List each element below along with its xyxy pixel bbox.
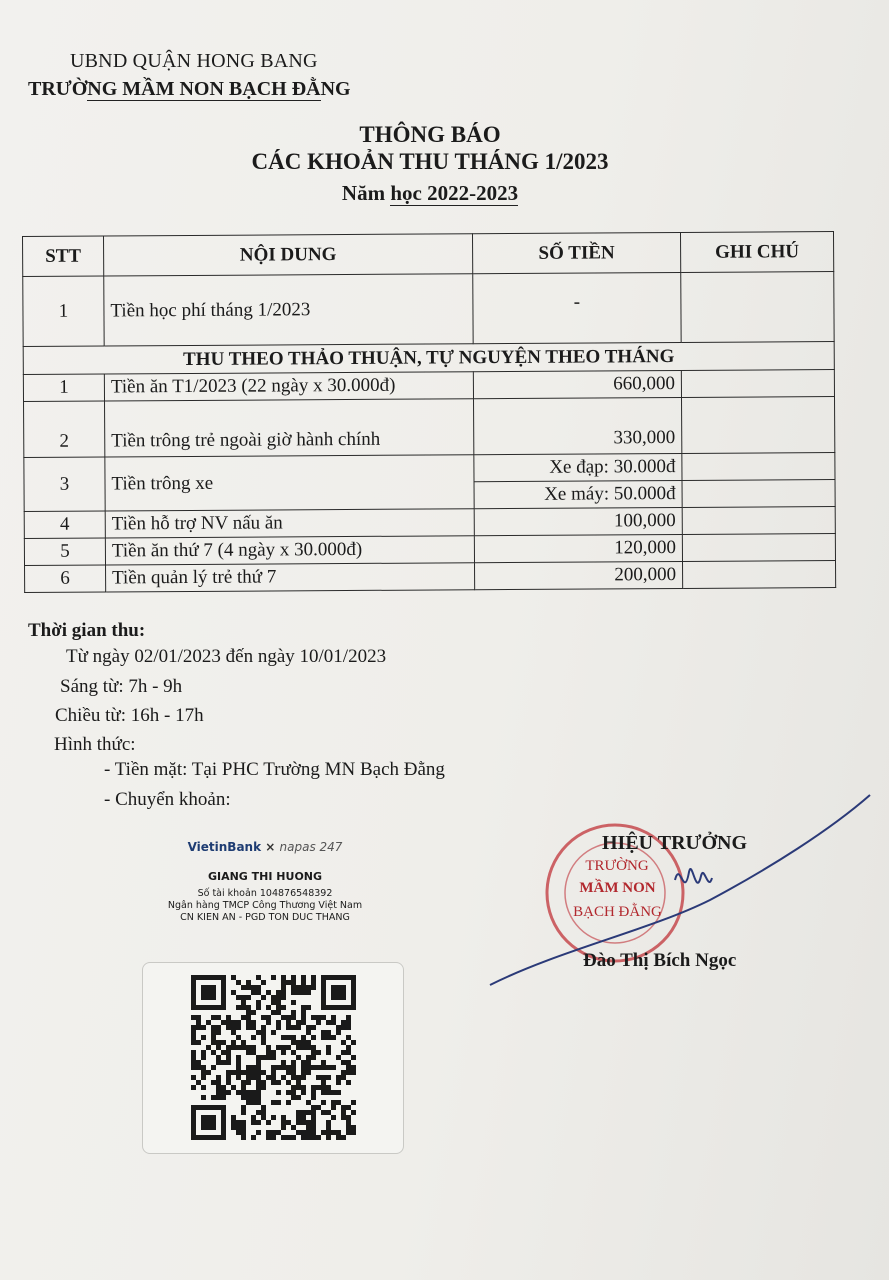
signatory-title: HIỆU TRƯỞNG	[602, 832, 748, 854]
row-note	[681, 397, 834, 454]
school-name-underlined: NG MẦM NON BẠCH ĐẰ	[87, 78, 321, 100]
header-stt: STT	[23, 236, 104, 276]
row-stt: 4	[24, 511, 105, 538]
row-amount: 100,000	[474, 507, 682, 535]
school-year	[0, 181, 860, 206]
row-stt: 2	[24, 401, 105, 457]
notice-title: THÔNG BÁO	[359, 122, 501, 147]
collection-date-range: Từ ngày 02/01/2023 đến ngày 10/01/2023	[66, 646, 387, 667]
payment-cash: - Tiền mặt: Tại PHC Trường MN Bạch Đằng	[104, 759, 445, 780]
row-stt: 3	[24, 457, 105, 511]
row-note	[682, 453, 835, 481]
stamp-line-3: BẠCH ĐẰNG	[573, 904, 662, 920]
bank-name: Ngân hàng TMCP Công Thương Việt Nam	[167, 899, 363, 911]
row-content: Tiền ăn thứ 7 (4 ngày x 30.000đ)	[105, 536, 474, 565]
collection-morning: Sáng từ: 7h - 9h	[60, 676, 183, 697]
row-content: Tiền trông xe	[105, 455, 474, 511]
row-note	[682, 480, 835, 508]
row-content: Tiền học phí tháng 1/2023	[104, 274, 473, 346]
table-row	[25, 561, 836, 593]
row-content: Tiền quản lý trẻ thứ 7	[106, 563, 475, 592]
collection-time-heading: Thời gian thu:	[28, 620, 146, 641]
school-name-suffix: NG	[320, 78, 351, 100]
stamp-line-2: MẦM NON	[579, 880, 656, 896]
row-stt: 5	[24, 538, 105, 565]
signatory-name: Đào Thị Bích Ngọc	[583, 950, 737, 971]
row-stt: 1	[23, 276, 104, 346]
account-number: Số tài khoản 104876548392	[197, 888, 333, 899]
row-stt: 1	[23, 374, 104, 401]
school-name-prefix: TRƯỜ	[28, 78, 88, 100]
school-year-underlined: học 2022-2023	[390, 181, 519, 205]
qr-code-card	[142, 962, 404, 1154]
table-row	[23, 272, 834, 347]
fee-table	[22, 231, 836, 593]
row-content: Tiền ăn T1/2023 (22 ngày x 30.000đ)	[104, 372, 473, 401]
row-amount-bicycle: Xe đạp: 30.000đ	[474, 453, 682, 481]
table-row	[24, 397, 835, 458]
qr-code-icon	[155, 973, 391, 1143]
row-content: Tiền trông trẻ ngoài giờ hành chính	[105, 399, 474, 457]
row-stt: 6	[25, 565, 106, 592]
row-note	[681, 272, 834, 343]
napas-logo: napas 247	[279, 840, 343, 854]
row-note	[682, 507, 835, 535]
section-title: THU THEO THẢO THUẬN, TỰ NGUYỆN THEO THÁNG	[23, 342, 834, 375]
payment-method-heading: Hình thức:	[54, 734, 136, 755]
issuing-authority: UBND QUẬN HONG BANG	[70, 50, 318, 72]
row-note	[682, 534, 835, 562]
payment-transfer: - Chuyển khoản:	[104, 789, 231, 810]
bank-logos	[120, 840, 410, 854]
bank-branch: CN KIEN AN - PGD TON DUC THANG	[180, 911, 350, 923]
header-content: NỘI DUNG	[104, 234, 473, 276]
collection-afternoon: Chiều từ: 16h - 17h	[55, 705, 204, 726]
row-note	[681, 370, 834, 398]
school-name	[28, 78, 351, 101]
row-content: Tiền hỗ trợ NV nấu ăn	[105, 509, 474, 538]
notice-subtitle: CÁC KHOẢN THU THÁNG 1/2023	[251, 149, 609, 174]
bank-details	[120, 888, 410, 924]
row-note	[683, 561, 836, 589]
header-amount: SỐ TIỀN	[472, 232, 680, 273]
row-amount-motorbike: Xe máy: 50.000đ	[474, 480, 682, 508]
row-amount: 120,000	[474, 534, 682, 562]
handwritten-signature-icon	[470, 780, 889, 1000]
bank-transfer-card	[120, 840, 410, 924]
vietinbank-logo: VietinBank	[187, 840, 262, 854]
row-amount: 200,000	[475, 561, 683, 589]
row-amount: -	[473, 272, 681, 343]
school-year-prefix: Năm	[341, 181, 391, 205]
account-holder-name: GIANG THI HUONG	[207, 870, 323, 883]
logo-separator: ×	[265, 840, 276, 854]
table-header-row	[23, 232, 834, 277]
header-note: GHI CHÚ	[680, 232, 833, 273]
stamp-line-1: TRƯỜNG	[585, 858, 649, 874]
row-amount: 660,000	[473, 370, 681, 398]
row-amount: 330,000	[474, 397, 682, 454]
